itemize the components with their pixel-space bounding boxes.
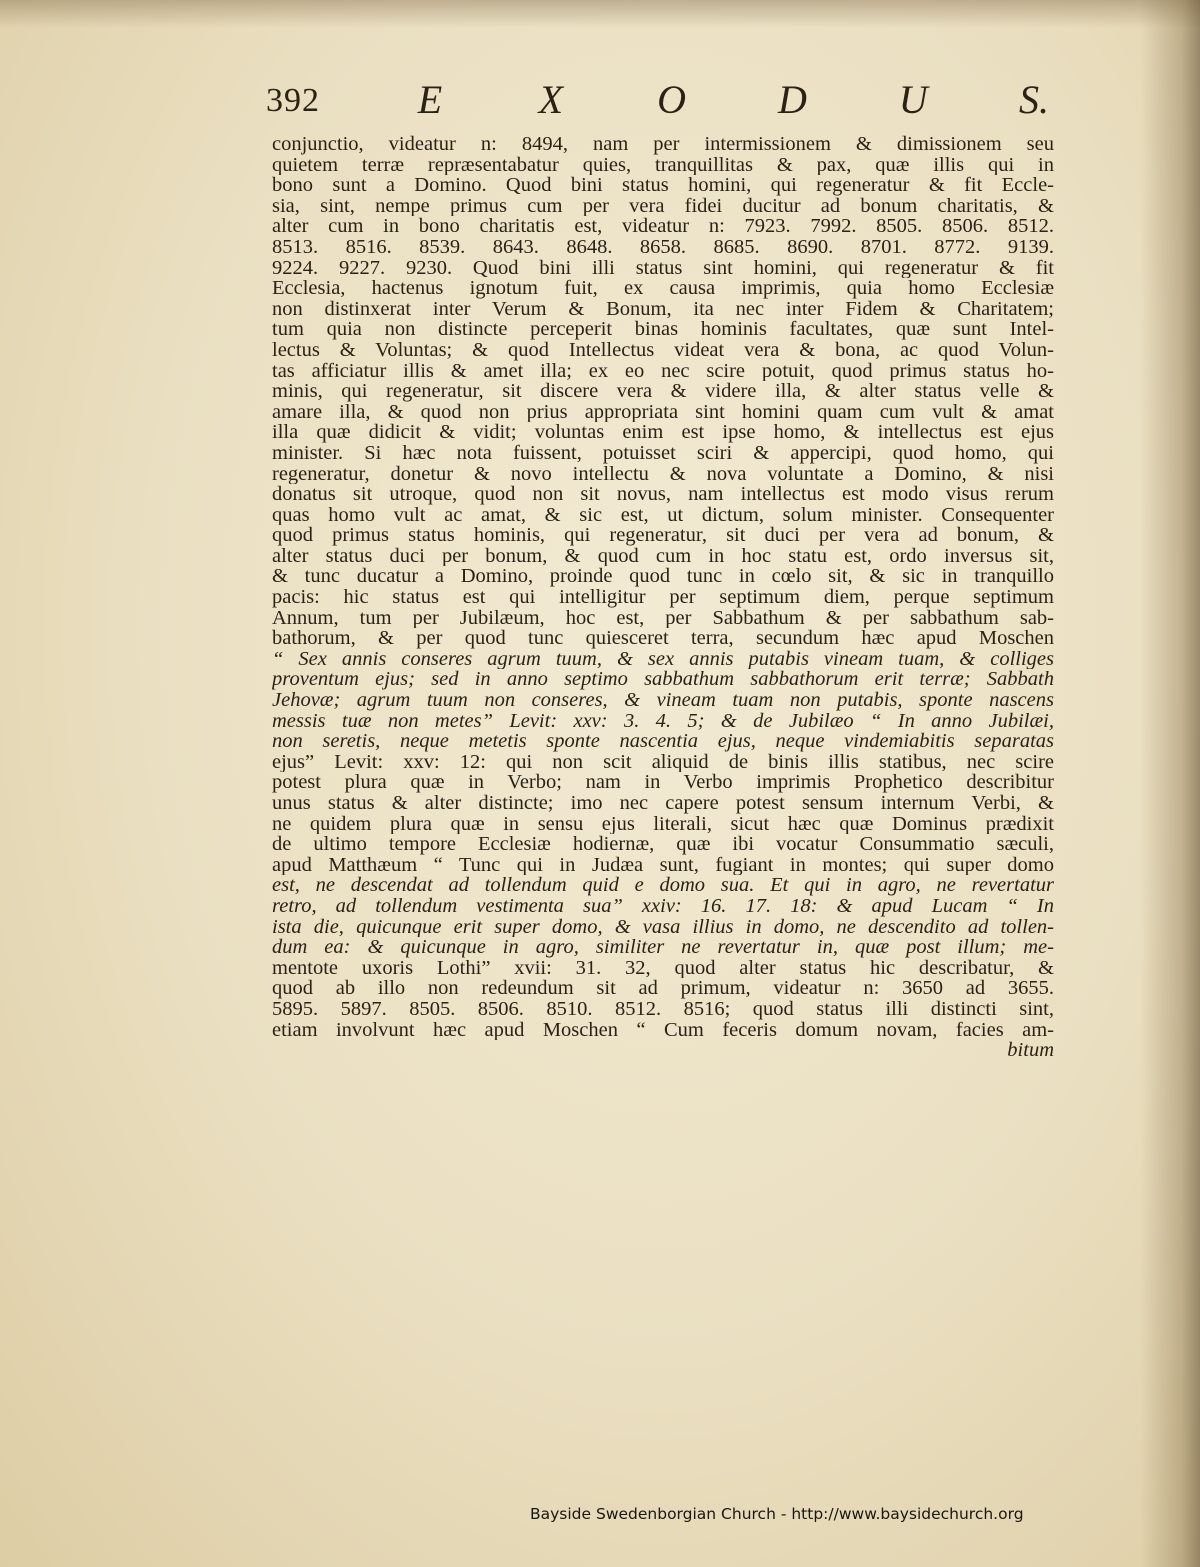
title-letter: U [898,77,928,122]
text-line: potest plura quæ in Verbo; nam in Verbo imprimis Prophetico describitur [272,772,1054,793]
text-line: unus status & alter distincte; imo nec capere potest sensum internum Verbi, & [272,793,1054,814]
text-line-quote: proventum ejus; sed in anno septimo sabbathum sabbathorum erit terræ; Sabbath [272,669,1054,691]
text-line-quote: est, ne descendat ad tollendum quid e domo sua. Et qui in agro, ne revertatur [272,875,1054,896]
text-line-quote: dum ea: & quicunque in agro, similiter ne revertatur in, quæ post illum; me- [272,937,1054,958]
text-line: minis, qui regeneratur, sit discere vera & videre illa, & alter status velle & [272,381,1054,402]
text-line: Annum, tum per Jubilæum, hoc est, per Sabbathum & per sabbathum sab- [272,607,1054,629]
text-line: mentote uxoris Lothi” xvii: 31. 32, quod alter status hic describatur, & [272,957,1054,979]
text-line: apud Matthæum “ Tunc qui in Judæa sunt, fugiant in montes; qui super domo [272,854,1054,876]
title-letter: S. [1018,77,1049,122]
footer-credit: Bayside Swedenborgian Church - http://www.baysidechurch.org [530,1505,1024,1523]
text-line: bathorum, & per quod tunc quiesceret terra, secundum hæc apud Moschen [272,628,1054,649]
text-line-quote: non seretis, neque metetis sponte nascentia ejus, neque vindemiabitis separatas [272,731,1054,752]
title-letter: D [777,77,807,122]
text-line: ejus” Levit: xxv: 12: qui non scit aliquid de binis illis statibus, nec scire [272,751,1054,773]
text-line: sia, sint, nempe primus cum per vera fidei ducitur ad bonum charitatis, & [272,195,1054,217]
text-line: tas afficiatur illis & amet illa; ex eo nec scire potuit, quod primus status ho- [272,360,1054,382]
page-top-shadow [0,0,1200,28]
text-line: regeneratur, donetur & novo intellectu & nova voluntate a Domino, & nisi [272,463,1054,485]
text-line-quote: messis tuæ non metes” Levit: xxv: 3. 4. 5; & de Jubilæo “ In anno Jubilæi, [272,710,1054,732]
body-text [272,134,1054,1061]
text-line: amare illa, & quod non prius appropriata sint homini quam cum vult & amat [272,401,1054,423]
text-line: minister. Si hæc nota fuissent, potuisset sciri & appercipi, quod homo, qui [272,442,1054,464]
page-header [262,76,1052,126]
text-line: 5895. 5897. 8505. 8506. 8510. 8512. 8516; quod status illi distincti sint, [272,998,1054,1020]
text-line: 8513. 8516. 8539. 8643. 8648. 8658. 8685. 8690. 8701. 8772. 9139. [272,236,1054,258]
title-letter: O [657,77,687,122]
text-line: etiam involvunt hæc apud Moschen “ Cum feceris domum novam, facies am- [272,1019,1054,1041]
page-gutter-shadow [1140,0,1200,1567]
text-line: quas homo vult ac amat, & sic est, ut dictum, solum minister. Consequenter [272,504,1054,526]
text-line: pacis: hic status est qui intelligitur per septimum diem, perque septimum [272,587,1054,608]
text-line: quod primus status hominis, qui regeneratur, sit duci per vera ad bonum, & [272,525,1054,546]
text-line: 9224. 9227. 9230. Quod bini illi status sint homini, qui regeneratur & fit [272,257,1054,279]
text-line-quote: ista die, quicunque erit super domo, & vasa illius in domo, ne descendito ad tollen- [272,916,1054,938]
text-line: ne quidem plura quæ in sensu ejus literali, sicut hæc quæ Dominus prædixit [272,813,1054,835]
text-line: donatus sit utroque, quod non sit novus, nam intellectus est modo visus rerum [272,484,1054,505]
text-line: Ecclesia, hactenus ignotum fuit, ex causa imprimis, quia homo Ecclesiæ [272,278,1054,299]
text-line: quod ab illo non redeundum sit ad primum, videatur n: 3650 ad 3655. [272,978,1054,999]
text-line: non distinxerat inter Verum & Bonum, ita nec inter Fidem & Charitatem; [272,298,1054,320]
text-line: bono sunt a Domino. Quod bini status homini, qui regeneratur & fit Eccle- [272,175,1054,196]
title-letter: X [538,77,564,122]
text-line: lectus & Voluntas; & quod Intellectus videat vera & bona, ac quod Volun- [272,339,1054,361]
text-line: alter status duci per bonum, & quod cum in hoc statu est, ordo inversus sit, [272,545,1054,567]
text-line: alter cum in bono charitatis est, videatur n: 7923. 7992. 8505. 8506. 8512. [272,216,1054,237]
text-line-quote: Jehovæ; agrum tuum non conseres, & vineam tuam non putabis, sponte nascens [272,690,1054,711]
text-line: illa quæ didicit & vidit; voluntas enim est ipse homo, & intellectus est ejus [272,422,1054,443]
running-title [412,76,1052,123]
text-line: conjunctio, videatur n: 8494, nam per intermissionem & dimissionem seu [272,134,1054,155]
text-line-quote: “ Sex annis conseres agrum tuum, & sex annis putabis vineam tuam, & colliges [272,648,1054,670]
catchword: bitum [1007,1040,1054,1061]
text-line: tum quia non distincte perceperit binas hominis facultates, quæ sunt Intel- [272,319,1054,340]
text-line-quote: retro, ad tollendum vestimenta sua” xxiv: 16. 17. 18: & apud Lucam “ In [272,895,1054,917]
title-letter: E [417,77,443,122]
text-line: de ultimo tempore Ecclesiæ hodiernæ, quæ ibi vocatur Consummatio sæculi, [272,834,1054,855]
text-line: & tunc ducatur a Domino, proinde quod tunc in cœlo sit, & sic in tranquillo [272,566,1054,588]
text-line: quietem terræ repræsentabatur quies, tranquillitas & pax, quæ illis qui in [272,154,1054,176]
page-number: 392 [266,82,320,119]
